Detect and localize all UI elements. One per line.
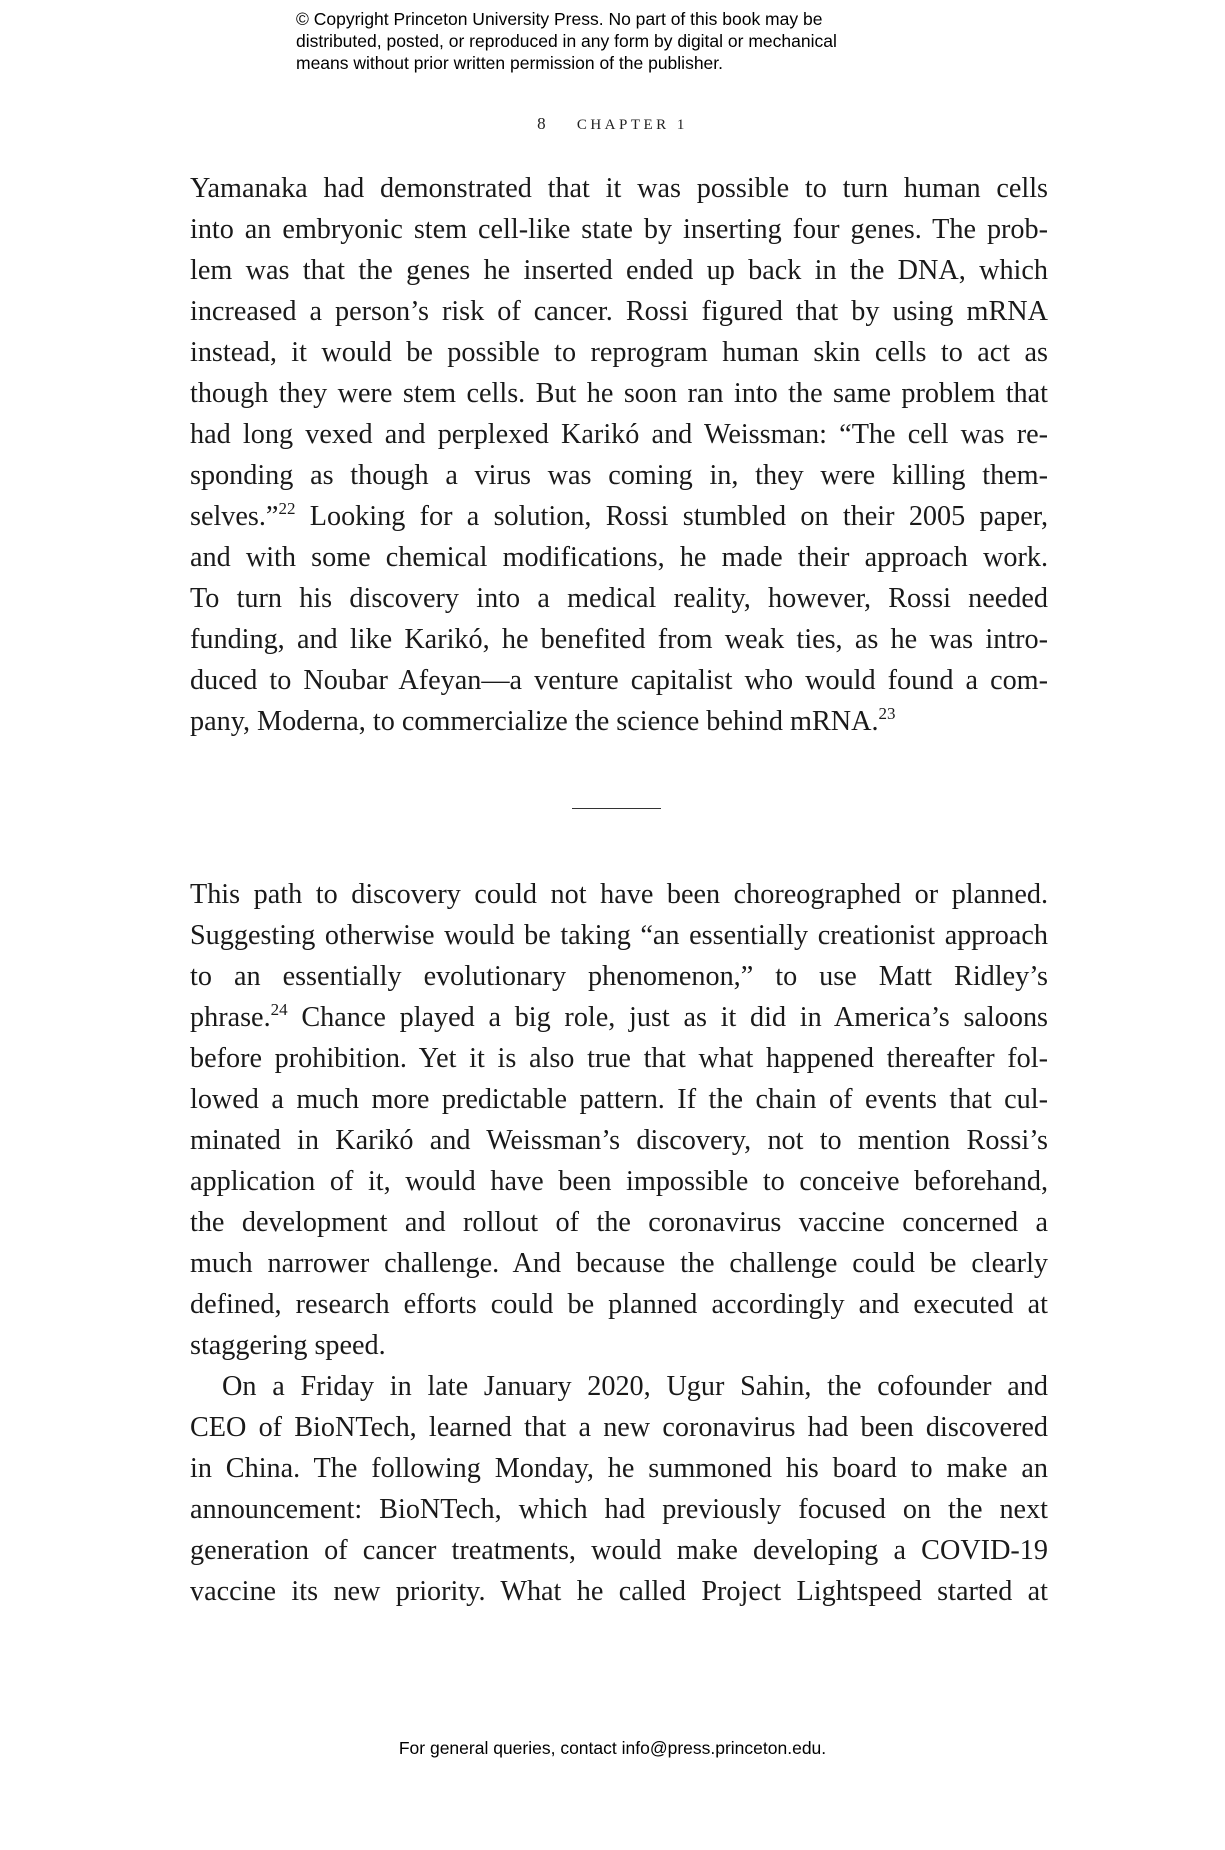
text-line: To turn his discovery into a medical reality, however, Rossi needed — [190, 583, 1048, 614]
text-line: in China. The following Monday, he summoned his board to make an — [190, 1453, 1048, 1484]
chapter-label: CHAPTER 1 — [576, 117, 688, 133]
text-line: the development and rollout of the coronavirus vaccine concerned a — [190, 1207, 1048, 1238]
text-line: before prohibition. Yet it is also true that what happened thereafter fol- — [190, 1043, 1048, 1074]
text-line: though they were stem cells. But he soon ran into the same problem that — [190, 378, 1048, 409]
text-line: instead, it would be possible to reprogram human skin cells to act as — [190, 337, 1048, 368]
text-line: duced to Noubar Afeyan—a venture capitalist who would found a com- — [190, 665, 1048, 696]
footer-contact: For general queries, contact info@press.princeton.edu. — [398, 1738, 827, 1758]
text-line: defined, research efforts could be planned accordingly and executed at — [190, 1289, 1048, 1320]
text-line: into an embryonic stem cell-like state by inserting four genes. The prob- — [190, 214, 1048, 245]
text-line: This path to discovery could not have been choreographed or planned. — [190, 879, 1048, 910]
text-line: increased a person’s risk of cancer. Rossi figured that by using mRNA — [190, 296, 1048, 327]
page-number: 8 — [537, 114, 550, 133]
text-line: sponding as though a virus was coming in, they were killing them- — [190, 460, 1048, 491]
text-line: CEO of BioNTech, learned that a new coronavirus had been discovered — [190, 1412, 1048, 1443]
line-text: pany, Moderna, to commercialize the science behind mRNA. — [190, 706, 879, 737]
line-rest: Chance played a big role, just as it did in America’s saloons — [301, 1002, 1049, 1033]
copyright-line: means without prior written permission of the publisher. — [296, 53, 724, 73]
text-line: much narrower challenge. And because the challenge could be clearly — [190, 1248, 1048, 1279]
line-rest: Looking for a solution, Rossi stumbled on their 2005 paper, — [309, 501, 1049, 532]
text-line: Suggesting otherwise would be taking “an essentially creationist approach — [190, 920, 1048, 951]
text-line: announcement: BioNTech, which had previously focused on the next — [190, 1494, 1048, 1525]
footnote-marker-24[interactable]: 24 — [270, 1000, 288, 1019]
footnote-marker-22[interactable]: 22 — [278, 499, 296, 518]
text-line: and with some chemical modifications, he made their approach work. — [190, 542, 1048, 573]
text-line: staggering speed. — [190, 1330, 386, 1361]
text-line: lem was that the genes he inserted ended up back in the DNA, which — [190, 255, 1048, 286]
text-line: generation of cancer treatments, would make developing a COVID-19 — [190, 1535, 1048, 1566]
text-line — [190, 997, 1048, 1038]
text-line: funding, and like Karikó, he benefited from weak ties, as he was intro- — [190, 624, 1048, 655]
text-line: minated in Karikó and Weissman’s discovery, not to mention Rossi’s — [190, 1125, 1048, 1156]
running-head — [0, 114, 1225, 134]
text-line: had long vexed and perplexed Karikó and Weissman: “The cell was re- — [190, 419, 1048, 450]
text-line: application of it, would have been impossible to conceive beforehand, — [190, 1166, 1048, 1197]
text-line: On a Friday in late January 2020, Ugur Sahin, the cofounder and — [222, 1371, 1048, 1402]
footnote-marker-23[interactable]: 23 — [878, 704, 896, 723]
text-line — [190, 701, 1048, 742]
paragraph-2 — [190, 874, 1048, 1612]
text-line: to an essentially evolutionary phenomenon,” to use Matt Ridley’s — [190, 961, 1048, 992]
line-prefix: selves.” — [190, 501, 279, 532]
line-prefix: phrase. — [190, 1002, 271, 1033]
section-break-rule — [572, 808, 661, 809]
paragraph-1 — [190, 168, 1048, 742]
text-line: vaccine its new priority. What he called Project Lightspeed started at — [190, 1576, 1048, 1607]
text-line: Yamanaka had demonstrated that it was possible to turn human cells — [190, 173, 1048, 204]
copyright-line: distributed, posted, or reproduced in any form by digital or mechanical — [296, 31, 837, 51]
copyright-line: © Copyright Princeton University Press. No part of this book may be — [296, 9, 823, 29]
text-line — [190, 496, 1048, 537]
copyright-notice — [296, 8, 936, 74]
text-line: lowed a much more predictable pattern. If the chain of events that cul- — [190, 1084, 1048, 1115]
